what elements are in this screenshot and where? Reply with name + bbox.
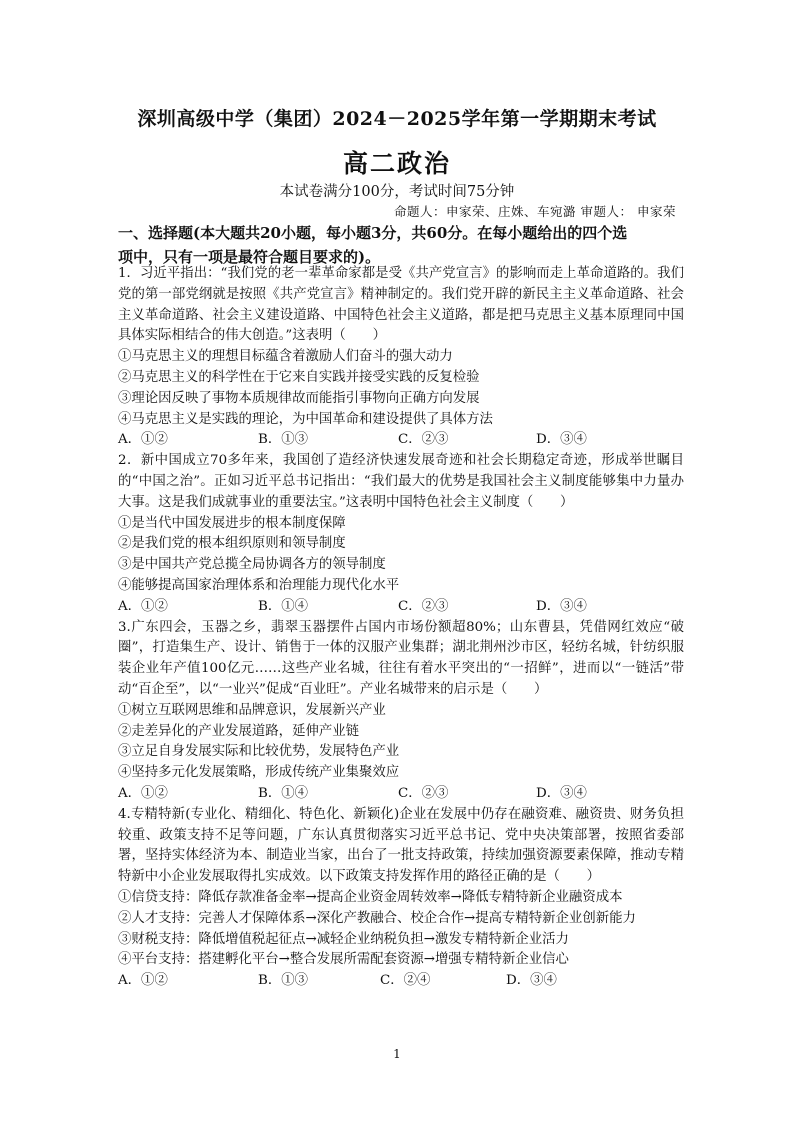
authors-line: 命题人：申家荣、庄姝、车宛潞 审题人： 申家荣 bbox=[394, 204, 676, 219]
question-statement: ①信贷支持：降低存款准备金率→提高企业资金周转效率→降低专精特新企业融资成本 bbox=[118, 889, 623, 905]
question-statement: ①树立互联网思维和品牌意识，发展新兴产业 bbox=[118, 702, 386, 718]
exam-info: 本试卷满分100分，考试时间75分钟 bbox=[279, 184, 515, 200]
choice-d: D．③④ bbox=[536, 432, 587, 448]
section-heading bbox=[118, 221, 684, 269]
question-statement: ③理论因反映了事物本质规律故而能指引事物向正确方向发展 bbox=[118, 390, 480, 406]
question-statement: ④坚持多元化发展策略，形成传统产业集聚效应 bbox=[118, 765, 400, 781]
question-statement: ④平台支持：搭建孵化平台→整合发展所需配套资源→增强专精特新企业信心 bbox=[118, 952, 569, 968]
page-number: 1 bbox=[393, 1047, 401, 1061]
section-heading-line1: 一、选择题(本大题共20小题，每小题3分，共60分。在每小题给出的四个选 bbox=[118, 224, 628, 242]
section-heading-line2: 项中，只有一项是最符合题目要求的)。 bbox=[118, 248, 381, 266]
choice-d: D．③④ bbox=[506, 973, 557, 989]
choice-b: B．①④ bbox=[258, 785, 309, 801]
answer-choices bbox=[118, 784, 684, 805]
question-stem: 2．新中国成立70多年来，我国创了造经济快速发展奇迹和社会长期稳定奇迹，形成举世瞩目的“中国之治”。正如习近平总书记指出：“我们最大的优势是我国社会主义制度能够集中力量办大事。这是我们成就事业的重要法宝。”这表明中国特色社会主义制度（ ） bbox=[118, 453, 684, 510]
choice-a: A．①② bbox=[118, 432, 168, 448]
choice-d: D．③④ bbox=[536, 598, 587, 614]
choice-a: A．①② bbox=[118, 973, 168, 989]
choice-c: C．②③ bbox=[398, 785, 449, 801]
question-statement: ②走差异化的产业发展道路，延伸产业链 bbox=[118, 723, 360, 739]
choice-c: C．②④ bbox=[380, 973, 431, 989]
question-2 bbox=[118, 451, 684, 617]
question-1 bbox=[118, 264, 684, 451]
question-4 bbox=[118, 805, 684, 992]
question-statement: ②是我们党的根本组织原则和领导制度 bbox=[118, 536, 346, 552]
answer-choices bbox=[118, 971, 684, 992]
choice-a: A．①② bbox=[118, 598, 168, 614]
exam-title: 深圳高级中学（集团）2024－2025学年第一学期期末考试 bbox=[137, 108, 657, 130]
question-statement: ②人才支持：完善人才保障体系→深化产教融合、校企合作→提高专精特新企业创新能力 bbox=[118, 910, 636, 926]
question-statement: ②马克思主义的科学性在于它来自实践并接受实践的反复检验 bbox=[118, 369, 480, 385]
questions-body bbox=[118, 264, 684, 992]
question-statement: ①马克思主义的理想目标蕴含着激励人们奋斗的强大动力 bbox=[118, 349, 453, 365]
choice-c: C．②③ bbox=[398, 598, 449, 614]
choice-a: A．①② bbox=[118, 785, 168, 801]
choice-d: D．③④ bbox=[536, 785, 587, 801]
answer-choices bbox=[118, 597, 684, 618]
question-statement: ③财税支持：降低增值税起征点→减轻企业纳税负担→激发专精特新企业活力 bbox=[118, 931, 569, 947]
question-statement: ①是当代中国发展进步的根本制度保障 bbox=[118, 515, 346, 531]
question-statement: ④能够提高国家治理体系和治理能力现代化水平 bbox=[118, 577, 400, 593]
choice-b: B．①③ bbox=[258, 432, 309, 448]
choice-c: C．②③ bbox=[398, 432, 449, 448]
question-statement: ③立足自身发展实际和比较优势，发展特色产业 bbox=[118, 744, 400, 760]
question-stem: 3.广东四会，玉器之乡，翡翠玉器摆件占国内市场份额超80%；山东曹县，凭借网红效应“破圈”，打造集生产、设计、销售于一体的汉服产业集群；湖北荆州沙市区，轻纺名城，针纺织服装企业年产值100亿元……这些产业名城，往往有着水平突出的“一招鲜”，进而以“一链活”带动“百企至”，以“一业兴”促成“百业旺”。产业名城带来的启示是（ ） bbox=[118, 619, 684, 697]
question-statement: ④马克思主义是实践的理论，为中国革命和建设提供了具体方法 bbox=[118, 411, 493, 427]
question-stem: 4.专精特新(专业化、精细化、特色化、新颖化)企业在发展中仍存在融资难、融资贵、财务负担较重、政策支持不足等问题，广东认真贯彻落实习近平总书记、党中央决策部署，按照省委部署，坚持实体经济为本、制造业当家，出台了一批支持政策，持续加强资源要素保障，推动专精特新中小企业发展取得扎实成效。以下政策支持发挥作用的路径正确的是（ ） bbox=[118, 806, 684, 885]
answer-choices bbox=[118, 430, 684, 451]
question-stem: 1．习近平指出：“我们党的老一辈革命家都是受《共产党宣言》的影响而走上革命道路的。我们党的第一部党纲就是按照《共产党宣言》精神制定的。我们党开辟的新民主主义革命道路、社会主义革命道路、社会主义建设道路、中国特色社会主义道路，都是把马克思主义基本原理同中国具体实际相结合的伟大创造。”这表明（ ） bbox=[118, 266, 684, 344]
choice-b: B．①④ bbox=[258, 598, 309, 614]
subject-title: 高二政治 bbox=[342, 149, 451, 178]
question-3 bbox=[118, 618, 684, 805]
choice-b: B．①③ bbox=[258, 973, 309, 989]
question-statement: ③是中国共产党总揽全局协调各方的领导制度 bbox=[118, 557, 386, 573]
